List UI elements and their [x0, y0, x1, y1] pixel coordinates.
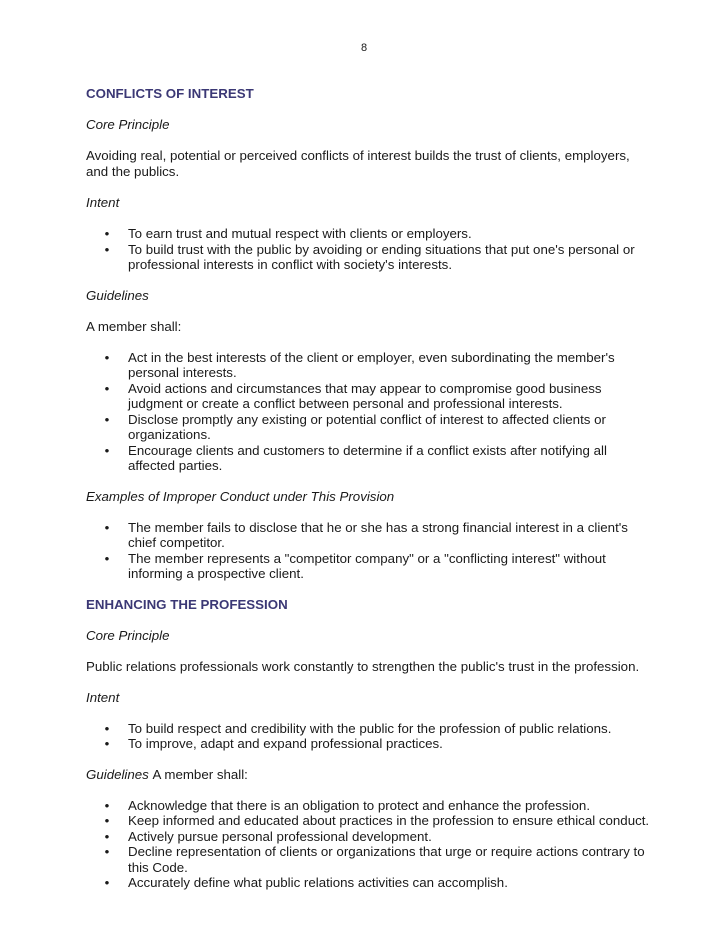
guidelines-list [86, 798, 651, 891]
list-item: • Accurately define what public relations activities can accomplish. [86, 875, 651, 891]
bullet-icon: • [104, 844, 110, 859]
section-enhancing-the-profession [86, 597, 651, 891]
intent-label: Intent [86, 195, 120, 210]
document-body [86, 86, 651, 906]
bullet-icon: • [104, 411, 110, 427]
bullet-icon: • [104, 442, 110, 458]
list-item: • Act in the best interests of the client or employer, even subordinating the member's personal interests. [86, 350, 651, 381]
list-item: • Encourage clients and customers to determine if a conflict exists after notifying all affected parties. [86, 443, 651, 474]
list-item: • Avoid actions and circumstances that may appear to compromise good business judgment or create a conflict between personal and professional interests. [86, 381, 651, 412]
list-item: • To earn trust and mutual respect with clients or employers. [86, 226, 651, 242]
bullet-icon: • [104, 797, 110, 813]
bullet-icon: • [104, 550, 110, 566]
bullet-icon: • [104, 736, 110, 751]
bullet-icon: • [104, 813, 110, 828]
list-item: • To improve, adapt and expand professional practices. [86, 736, 651, 752]
intent-list [86, 721, 651, 752]
guidelines-label: Guidelines [86, 287, 149, 303]
bullet-icon: • [104, 519, 110, 535]
examples-label: Examples of Improper Conduct under This Provision [86, 488, 395, 504]
bullet-icon: • [104, 720, 110, 736]
list-item: • To build respect and credibility with the public for the profession of public relations. [86, 721, 651, 737]
guidelines-intro: A member shall: [86, 318, 182, 334]
bullet-icon: • [104, 349, 110, 365]
core-principle-label: Core Principle [86, 627, 170, 643]
list-item: • To build trust with the public by avoiding or ending situations that put one's personal or professional interests in conflict with society's interests. [86, 242, 651, 273]
bullet-icon: • [104, 241, 110, 257]
core-principle-text: Avoiding real, potential or perceived conflicts of interest builds the trust of clients, employers, and the publics. [86, 148, 630, 179]
bullet-icon: • [104, 226, 110, 241]
list-item: • Actively pursue personal professional development. [86, 829, 651, 845]
bullet-icon: • [104, 828, 110, 844]
section-heading: ENHANCING THE PROFESSION [86, 596, 288, 612]
examples-list [86, 520, 651, 582]
guidelines-label-line [86, 767, 651, 783]
guidelines-list [86, 350, 651, 474]
intent-list [86, 226, 651, 273]
list-item: • Decline representation of clients or organizations that urge or require actions contrary to this Code. [86, 844, 651, 875]
core-principle-text: Public relations professionals work constantly to strengthen the public's trust in the profession. [86, 658, 640, 674]
section-conflicts-of-interest [86, 86, 651, 582]
intent-label: Intent [86, 689, 120, 705]
list-item: • The member fails to disclose that he or she has a strong financial interest in a client's chief competitor. [86, 520, 651, 551]
list-item: • The member represents a "competitor company" or a "conflicting interest" without informing a prospective client. [86, 551, 651, 582]
bullet-icon: • [104, 875, 110, 890]
guidelines-intro: A member shall: [152, 766, 248, 782]
list-item: • Disclose promptly any existing or potential conflict of interest to affected clients or organizations. [86, 412, 651, 443]
list-item: • Keep informed and educated about practices in the profession to ensure ethical conduct. [86, 813, 651, 829]
core-principle-label: Core Principle [86, 117, 170, 132]
bullet-icon: • [104, 380, 110, 396]
guidelines-label: Guidelines [86, 766, 149, 782]
section-heading: CONFLICTS OF INTEREST [86, 86, 254, 101]
page-number: 8 [360, 42, 368, 54]
list-item: • Acknowledge that there is an obligation to protect and enhance the profession. [86, 798, 651, 814]
